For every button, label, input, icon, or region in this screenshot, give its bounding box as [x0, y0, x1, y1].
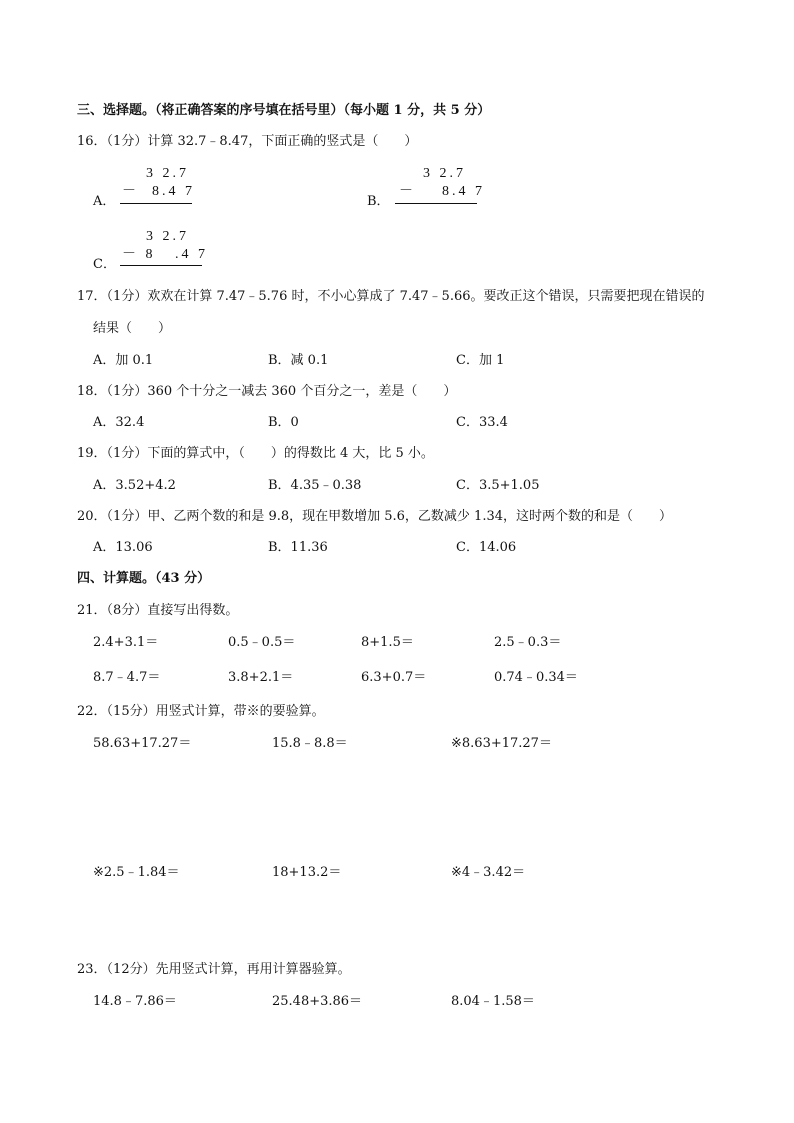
- question-23-stem: 23．（12分）先用竖式计算，再用计算器验算。: [77, 962, 351, 977]
- q16-option-b-vertical: [395, 166, 485, 206]
- q22-item: 58.63+17.27＝: [93, 736, 192, 751]
- question-18-stem: 18．（1分）360 个十分之一减去 360 个百分之一，差是（ ）: [77, 384, 457, 399]
- q20-option-c: C．14.06: [456, 540, 517, 555]
- q23-item: 25.48+3.86＝: [272, 994, 363, 1009]
- q16-b-bottom-row: － 8.4 7: [399, 184, 485, 199]
- q16-a-rule: [120, 203, 192, 204]
- q19-option-a: A．3.52+4.2: [93, 478, 176, 493]
- q16-a-top-row: 3 2.7: [146, 166, 189, 181]
- q19-option-b: B．4.35﹣0.38: [268, 478, 362, 493]
- q21-item: 2.4+3.1＝: [93, 635, 159, 650]
- question-22-stem: 22．（15分）用竖式计算，带※的要验算。: [77, 704, 325, 719]
- question-16-stem: 16．（1分）计算 32.7﹣8.47，下面正确的竖式是（ ）: [77, 134, 418, 149]
- q22-item: ※4﹣3.42＝: [451, 865, 526, 880]
- q21-item: 6.3+0.7＝: [361, 670, 427, 685]
- q21-item: 3.8+2.1＝: [228, 670, 294, 685]
- q21-item: 2.5﹣0.3＝: [494, 635, 562, 650]
- q21-item: 8.7﹣4.7＝: [93, 670, 161, 685]
- q20-option-b: B．11.36: [268, 540, 328, 555]
- question-19-stem: 19．（1分）下面的算式中，（ ）的得数比 4 大，比 5 小。: [77, 446, 434, 461]
- q16-c-rule: [120, 265, 202, 266]
- q16-b-rule: [395, 203, 477, 204]
- q16-option-c-label: C．: [93, 257, 116, 272]
- q16-c-top-row: 3 2.7: [146, 229, 189, 244]
- q17-option-a: A．加 0.1: [93, 353, 154, 368]
- q22-item: 18+13.2＝: [272, 865, 342, 880]
- q22-item: 15.8﹣8.8＝: [272, 736, 348, 751]
- q16-option-b-label: B．: [367, 194, 390, 209]
- q23-item: 14.8﹣7.86＝: [93, 994, 177, 1009]
- q16-a-bottom-row: － 8.4 7: [122, 184, 195, 199]
- q21-item: 8+1.5＝: [361, 635, 414, 650]
- q16-c-bottom-row: － 8 .4 7: [122, 247, 208, 262]
- q18-option-b: B．0: [268, 415, 299, 430]
- q16-option-a-label: A．: [93, 194, 116, 209]
- q21-item: 0.74﹣0.34＝: [494, 670, 578, 685]
- question-17-stem-line1: 17．（1分）欢欢在计算 7.47﹣5.76 时，不小心算成了 7.47﹣5.66。要改正这个错误，只需要把现在错误的: [77, 289, 705, 304]
- q18-option-c: C．33.4: [456, 415, 508, 430]
- q22-item: ※8.63+17.27＝: [451, 736, 552, 751]
- q21-item: 0.5﹣0.5＝: [228, 635, 296, 650]
- q23-item: 8.04﹣1.58＝: [451, 994, 535, 1009]
- q19-option-c: C．3.5+1.05: [456, 478, 540, 493]
- q22-item: ※2.5﹣1.84＝: [93, 865, 180, 880]
- section-3-title: 三、选择题。（将正确答案的序号填在括号里）（每小题 1 分，共 5 分）: [77, 103, 491, 118]
- q16-option-a-vertical: [120, 166, 195, 206]
- question-20-stem: 20．（1分）甲、乙两个数的和是 9.8，现在甲数增加 5.6，乙数减少 1.34，这时两个数的和是（ ）: [77, 509, 673, 524]
- q16-option-c-vertical: [120, 229, 210, 269]
- question-21-stem: 21．（8分）直接写出得数。: [77, 603, 239, 618]
- q20-option-a: A．13.06: [93, 540, 153, 555]
- q18-option-a: A．32.4: [93, 415, 145, 430]
- q16-b-top-row: 3 2.7: [423, 166, 466, 181]
- section-4-title: 四、计算题。（43 分）: [77, 571, 211, 586]
- q17-option-b: B．减 0.1: [268, 353, 329, 368]
- question-17-stem-line2: 结果（ ）: [93, 321, 172, 336]
- q17-option-c: C．加 1: [456, 353, 505, 368]
